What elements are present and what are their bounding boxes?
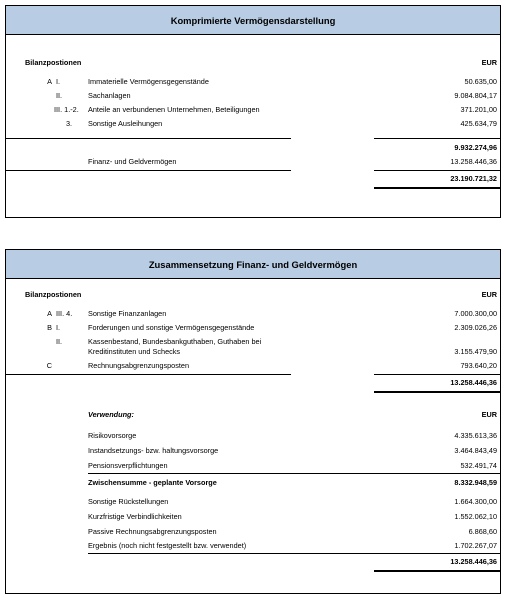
- row-label: Anteile an verbundenen Unternehmen, Beteiligungen: [88, 105, 260, 114]
- verwendung-unit: EUR: [481, 410, 497, 419]
- row-label: Instandsetzungs- bzw. haltungsvorsorge: [88, 446, 219, 455]
- divider: [88, 553, 500, 554]
- row-label: Pensionsverpflichtungen: [88, 461, 168, 470]
- table-row: [6, 541, 500, 551]
- table-row: [6, 361, 500, 371]
- divider: [6, 170, 291, 171]
- row-label: Kurzfristige Verbindlichkeiten: [88, 512, 182, 521]
- total-value: 13.258.446,36: [450, 378, 497, 387]
- row-value: 1.552.062,10: [454, 512, 497, 521]
- total-row: [6, 557, 500, 567]
- row-value: 532.491,74: [460, 461, 497, 470]
- header-label: Bilanzpostionen: [25, 58, 82, 67]
- divider: [6, 138, 291, 139]
- verwendung-label: Verwendung:: [88, 410, 134, 419]
- row-value: 13.258.446,36: [450, 157, 497, 166]
- table-row: [6, 157, 500, 167]
- row-label: Risikovorsorge: [88, 431, 137, 440]
- table-row: [6, 497, 500, 507]
- row-number: III. 4.: [56, 309, 73, 318]
- divider: [6, 374, 291, 375]
- panel-komprimierte-vermoegensdarstellung: [5, 5, 501, 218]
- row-value: 1.702.267,07: [454, 541, 497, 550]
- row-value: 9.084.804,17: [454, 91, 497, 100]
- row-number: II.: [56, 337, 63, 346]
- row-number: III. 1.-2.: [54, 105, 79, 114]
- table-row: [6, 337, 500, 357]
- row-value: 371.201,00: [460, 105, 497, 114]
- row-value: 4.335.613,36: [454, 431, 497, 440]
- verwendung-header: [6, 410, 500, 420]
- row-label: Sachanlagen: [88, 91, 131, 100]
- row-section: C: [46, 361, 52, 370]
- row-section: B: [47, 323, 52, 332]
- row-label: Ergebnis (noch nicht festgestellt bzw. verwendet): [88, 541, 247, 550]
- panel-title: Zusammensetzung Finanz- und Geldvermögen: [6, 250, 500, 279]
- row-number: II.: [56, 91, 63, 100]
- table-row: [6, 323, 500, 333]
- table-row: [6, 105, 500, 115]
- row-number: I.: [56, 323, 61, 332]
- row-value: 425.634,79: [460, 119, 497, 128]
- total-value: 13.258.446,36: [450, 557, 497, 566]
- zwischensumme-row: [6, 478, 500, 488]
- panel-zusammensetzung-finanz-und-geldvermoegen: [5, 249, 501, 594]
- divider: [374, 138, 500, 139]
- header-unit: EUR: [481, 58, 497, 67]
- row-number: I.: [56, 77, 61, 86]
- divider: [374, 374, 500, 375]
- total-underline: [374, 391, 500, 393]
- row-section: A: [47, 309, 52, 318]
- row-value: 3.155.479,90: [454, 347, 497, 356]
- table-row: [6, 77, 500, 87]
- table-row: [6, 309, 500, 319]
- row-section: A: [47, 77, 52, 86]
- row-label: Passive Rechnungsabgrenzungsposten: [88, 527, 217, 536]
- table-row: [6, 119, 500, 129]
- table-row: [6, 461, 500, 471]
- row-label: Sonstige Rückstellungen: [88, 497, 169, 506]
- row-number: 3.: [66, 119, 73, 128]
- header-row: [6, 290, 500, 300]
- divider: [88, 473, 500, 474]
- header-label: Bilanzpostionen: [25, 290, 82, 299]
- row-value: 1.664.300,00: [454, 497, 497, 506]
- total-row: [6, 174, 500, 184]
- divider: [374, 170, 500, 171]
- table-row: [6, 512, 500, 522]
- row-value: 7.000.300,00: [454, 309, 497, 318]
- total-underline: [374, 187, 500, 189]
- header-unit: EUR: [481, 290, 497, 299]
- subtotal-value: 9.932.274,96: [454, 143, 497, 152]
- row-value: 793.640,20: [460, 361, 497, 370]
- row-value: 2.309.026,26: [454, 323, 497, 332]
- table-row: [6, 91, 500, 101]
- total-row: [6, 378, 500, 388]
- row-label: Sonstige Finanzanlagen: [88, 309, 167, 318]
- table-row: [6, 527, 500, 537]
- subtotal-row: [6, 143, 500, 153]
- total-underline: [374, 570, 500, 572]
- row-label: Forderungen und sonstige Vermögensgegenstände: [88, 323, 255, 332]
- row-value: 6.868,60: [468, 527, 497, 536]
- header-row: [6, 58, 500, 68]
- table-row: [6, 431, 500, 441]
- total-value: 23.190.721,32: [450, 174, 497, 183]
- row-value: 3.464.843,49: [454, 446, 497, 455]
- zwischensumme-label: Zwischensumme - geplante Vorsorge: [88, 478, 217, 487]
- panel-title: Komprimierte Vermögensdarstellung: [6, 6, 500, 35]
- row-label: Kassenbestand, Bundesbankguthaben, Guthaben bei Kreditinstituten und Schecks: [88, 337, 262, 356]
- zwischensumme-value: 8.332.948,59: [454, 478, 497, 487]
- table-row: [6, 446, 500, 456]
- row-label: Rechnungsabgrenzungsposten: [88, 361, 190, 370]
- row-label: Finanz- und Geldvermögen: [88, 157, 177, 166]
- row-value: 50.635,00: [464, 77, 497, 86]
- row-label: Sonstige Ausleihungen: [88, 119, 163, 128]
- row-label: Immaterielle Vermögensgegenstände: [88, 77, 209, 86]
